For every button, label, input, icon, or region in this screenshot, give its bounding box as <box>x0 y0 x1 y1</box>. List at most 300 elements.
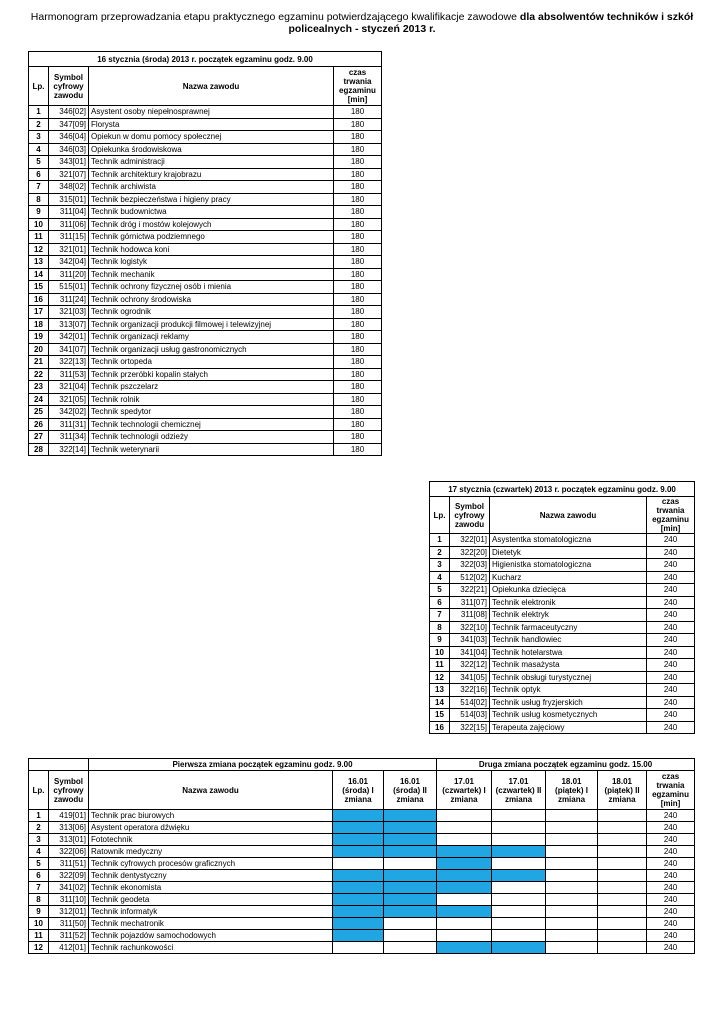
session-cell-2 <box>384 942 437 954</box>
col-session-6: 18.01 (piątek) II zmiana <box>598 771 647 810</box>
row-duration: 240 <box>647 559 695 572</box>
session-cell-6 <box>598 918 647 930</box>
row-lp: 10 <box>29 218 49 231</box>
row-lp: 18 <box>29 318 49 331</box>
table-row <box>29 810 695 822</box>
table-row <box>29 231 382 244</box>
row-lp: 2 <box>29 822 49 834</box>
row-lp: 12 <box>29 942 49 954</box>
table-row <box>29 858 695 870</box>
row-lp: 5 <box>430 584 450 597</box>
row-lp: 12 <box>29 243 49 256</box>
row-lp: 8 <box>29 193 49 206</box>
col-session-5: 18.01 (piątek) I zmiana <box>546 771 598 810</box>
session-cell-5 <box>546 834 598 846</box>
session-cell-5 <box>546 822 598 834</box>
table-row <box>29 906 695 918</box>
session-cell-3-scheduled <box>437 858 492 870</box>
session-cell-5 <box>546 846 598 858</box>
table-row <box>29 834 695 846</box>
session-cell-4 <box>492 906 546 918</box>
row-lp: 9 <box>29 206 49 219</box>
row-name: Technik pszczelarz <box>89 381 334 394</box>
table-body <box>29 106 382 456</box>
row-symbol: 311[15] <box>49 231 89 244</box>
shift2-title: Druga zmiana początek egzaminu godz. 15.00 <box>437 759 695 771</box>
row-symbol: 341[03] <box>450 634 490 647</box>
row-symbol: 322[13] <box>49 356 89 369</box>
session-cell-4 <box>492 834 546 846</box>
row-duration: 240 <box>647 646 695 659</box>
row-duration: 240 <box>647 634 695 647</box>
session-cell-5 <box>546 858 598 870</box>
row-lp: 10 <box>29 918 49 930</box>
table-row <box>29 143 382 156</box>
row-name: Technik spedytor <box>89 406 334 419</box>
row-name: Technik elektronik <box>490 596 647 609</box>
session-cell-5 <box>546 870 598 882</box>
session-cell-2-scheduled <box>384 870 437 882</box>
row-symbol: 311[51] <box>49 858 89 870</box>
row-name: Technik archiwista <box>89 181 334 194</box>
row-name: Technik ogrodnik <box>89 306 334 319</box>
row-name: Technik masażysta <box>490 659 647 672</box>
table-row <box>29 306 382 319</box>
row-symbol: 322[10] <box>450 621 490 634</box>
row-symbol: 322[20] <box>450 546 490 559</box>
row-lp: 20 <box>29 343 49 356</box>
row-lp: 16 <box>430 721 450 734</box>
row-symbol: 348[02] <box>49 181 89 194</box>
row-duration: 240 <box>647 870 695 882</box>
row-symbol: 322[12] <box>450 659 490 672</box>
session-cell-3-scheduled <box>437 906 492 918</box>
row-lp: 17 <box>29 306 49 319</box>
session-cell-6 <box>598 870 647 882</box>
session-cell-2 <box>384 930 437 942</box>
row-duration: 240 <box>647 834 695 846</box>
session-cell-1-scheduled <box>333 882 384 894</box>
session-cell-6 <box>598 834 647 846</box>
row-duration: 180 <box>334 418 382 431</box>
row-lp: 10 <box>430 646 450 659</box>
table-row <box>430 571 695 584</box>
row-duration: 240 <box>647 709 695 722</box>
row-symbol: 311[10] <box>49 894 89 906</box>
session-cell-4 <box>492 894 546 906</box>
row-lp: 19 <box>29 331 49 344</box>
table-row <box>430 646 695 659</box>
table-row <box>29 846 695 858</box>
table-body <box>430 534 695 734</box>
row-name: Technik prac biurowych <box>89 810 333 822</box>
row-name: Technik mechanik <box>89 268 334 281</box>
row-symbol: 311[04] <box>49 206 89 219</box>
row-symbol: 322[16] <box>450 684 490 697</box>
row-name: Technik górnictwa podziemnego <box>89 231 334 244</box>
table-row <box>29 443 382 456</box>
row-name: Technik przeróbki kopalin stałych <box>89 368 334 381</box>
row-symbol: 311[06] <box>49 218 89 231</box>
row-symbol: 322[21] <box>450 584 490 597</box>
col-duration: czas trwania egzaminu [min] <box>647 497 695 534</box>
column-header-row <box>29 67 382 106</box>
table-row <box>29 318 382 331</box>
row-name: Technik ochrony środowiska <box>89 293 334 306</box>
row-duration: 180 <box>334 381 382 394</box>
table-row <box>29 156 382 169</box>
session-cell-5 <box>546 918 598 930</box>
table-row <box>29 418 382 431</box>
row-lp: 16 <box>29 293 49 306</box>
row-name: Terapeuta zajęciowy <box>490 721 647 734</box>
row-duration: 240 <box>647 621 695 634</box>
session-cell-2-scheduled <box>384 894 437 906</box>
session-cell-5 <box>546 930 598 942</box>
session-cell-1-scheduled <box>333 822 384 834</box>
row-name: Technik farmaceutyczny <box>490 621 647 634</box>
row-duration: 180 <box>334 443 382 456</box>
row-lp: 1 <box>430 534 450 547</box>
row-duration: 240 <box>647 721 695 734</box>
row-symbol: 321[01] <box>49 243 89 256</box>
row-duration: 240 <box>647 671 695 684</box>
row-name: Technik rachunkowości <box>89 942 333 954</box>
section-title: 17 stycznia (czwartek) 2013 r. początek egzaminu godz. 9.00 <box>430 482 695 497</box>
row-symbol: 514[03] <box>450 709 490 722</box>
row-symbol: 322[15] <box>450 721 490 734</box>
session-cell-1-scheduled <box>333 918 384 930</box>
exam-table-16-january <box>28 51 382 456</box>
table-row <box>430 621 695 634</box>
row-name: Technik hotelarstwa <box>490 646 647 659</box>
col-name: Nazwa zawodu <box>490 497 647 534</box>
session-cell-2-scheduled <box>384 846 437 858</box>
row-duration: 240 <box>647 534 695 547</box>
session-cell-4-scheduled <box>492 870 546 882</box>
col-duration: czas trwania egzaminu [min] <box>647 771 695 810</box>
session-cell-6 <box>598 930 647 942</box>
row-symbol: 322[06] <box>49 846 89 858</box>
session-cell-4 <box>492 810 546 822</box>
row-lp: 3 <box>29 834 49 846</box>
row-lp: 6 <box>29 870 49 882</box>
row-lp: 6 <box>29 168 49 181</box>
table-section-header <box>430 482 695 497</box>
row-symbol: 311[50] <box>49 918 89 930</box>
row-lp: 24 <box>29 393 49 406</box>
row-lp: 22 <box>29 368 49 381</box>
col-session-1: 16.01 (środa) I zmiana <box>333 771 384 810</box>
row-lp: 25 <box>29 406 49 419</box>
row-symbol: 313[07] <box>49 318 89 331</box>
table-row <box>430 659 695 672</box>
row-symbol: 419[01] <box>49 810 89 822</box>
title-normal: Harmonogram przeprowadzania etapu praktycznego egzaminu potwierdzającego kwalifikacje zawodowe <box>30 11 520 23</box>
row-name: Florysta <box>89 118 334 131</box>
table-row <box>29 168 382 181</box>
table-row <box>430 534 695 547</box>
row-name: Opiekunka dziecięca <box>490 584 647 597</box>
table-row <box>430 721 695 734</box>
row-symbol: 341[05] <box>450 671 490 684</box>
row-lp: 7 <box>29 181 49 194</box>
row-name: Opiekunka środowiskowa <box>89 143 334 156</box>
row-lp: 12 <box>430 671 450 684</box>
col-session-2: 16.01 (środa) II zmiana <box>384 771 437 810</box>
row-symbol: 342[01] <box>49 331 89 344</box>
row-lp: 13 <box>29 256 49 269</box>
row-duration: 240 <box>647 546 695 559</box>
table-row <box>29 393 382 406</box>
session-cell-5 <box>546 882 598 894</box>
session-cell-1-scheduled <box>333 810 384 822</box>
row-lp: 1 <box>29 810 49 822</box>
row-symbol: 321[07] <box>49 168 89 181</box>
row-name: Technik informatyk <box>89 906 333 918</box>
row-lp: 5 <box>29 156 49 169</box>
session-cell-5 <box>546 894 598 906</box>
table-row <box>29 894 695 906</box>
row-duration: 180 <box>334 156 382 169</box>
row-symbol: 346[04] <box>49 131 89 144</box>
row-name: Technik ochrony fizycznej osób i mienia <box>89 281 334 294</box>
row-symbol: 313[01] <box>49 834 89 846</box>
col-name: Nazwa zawodu <box>89 67 334 106</box>
row-symbol: 312[01] <box>49 906 89 918</box>
row-duration: 180 <box>334 231 382 244</box>
row-lp: 14 <box>29 268 49 281</box>
row-duration: 180 <box>334 431 382 444</box>
col-lp: Lp. <box>29 771 49 810</box>
row-name: Kucharz <box>490 571 647 584</box>
row-name: Technik geodeta <box>89 894 333 906</box>
session-cell-3-scheduled <box>437 882 492 894</box>
row-symbol: 321[04] <box>49 381 89 394</box>
row-symbol: 321[03] <box>49 306 89 319</box>
session-cell-4 <box>492 882 546 894</box>
row-symbol: 412[01] <box>49 942 89 954</box>
row-symbol: 313[06] <box>49 822 89 834</box>
row-lp: 9 <box>29 906 49 918</box>
row-symbol: 343[01] <box>49 156 89 169</box>
table-row <box>29 243 382 256</box>
row-lp: 28 <box>29 443 49 456</box>
session-cell-6 <box>598 894 647 906</box>
session-cell-1 <box>333 858 384 870</box>
row-lp: 21 <box>29 356 49 369</box>
row-symbol: 322[01] <box>450 534 490 547</box>
row-symbol: 315[01] <box>49 193 89 206</box>
table-row <box>430 696 695 709</box>
col-lp: Lp. <box>430 497 450 534</box>
row-lp: 8 <box>430 621 450 634</box>
row-name: Higienistka stomatologiczna <box>490 559 647 572</box>
session-cell-6 <box>598 882 647 894</box>
session-cell-1-scheduled <box>333 930 384 942</box>
session-cell-3 <box>437 822 492 834</box>
row-lp: 11 <box>29 231 49 244</box>
row-duration: 180 <box>334 393 382 406</box>
exam-table-shifts <box>28 758 695 954</box>
session-cell-6 <box>598 906 647 918</box>
row-name: Asystent osoby niepełnosprawnej <box>89 106 334 119</box>
session-cell-3 <box>437 930 492 942</box>
row-lp: 15 <box>29 281 49 294</box>
session-cell-5 <box>546 810 598 822</box>
session-cell-6 <box>598 846 647 858</box>
row-lp: 4 <box>430 571 450 584</box>
row-name: Technik rolnik <box>89 393 334 406</box>
table-row <box>29 193 382 206</box>
table-row <box>430 709 695 722</box>
session-cell-3 <box>437 834 492 846</box>
session-cell-3-scheduled <box>437 846 492 858</box>
row-lp: 1 <box>29 106 49 119</box>
row-name: Fototechnik <box>89 834 333 846</box>
table-row <box>29 822 695 834</box>
session-cell-1-scheduled <box>333 906 384 918</box>
row-duration: 180 <box>334 168 382 181</box>
row-duration: 180 <box>334 106 382 119</box>
row-name: Technik obsługi turystycznej <box>490 671 647 684</box>
row-symbol: 322[09] <box>49 870 89 882</box>
session-cell-5 <box>546 942 598 954</box>
table-row <box>29 942 695 954</box>
session-cell-2-scheduled <box>384 882 437 894</box>
row-lp: 4 <box>29 846 49 858</box>
row-symbol: 311[08] <box>450 609 490 622</box>
shift1-title: Pierwsza zmiana początek egzaminu godz. 9.00 <box>89 759 437 771</box>
row-duration: 180 <box>334 143 382 156</box>
session-cell-5 <box>546 906 598 918</box>
row-duration: 180 <box>334 318 382 331</box>
row-name: Technik organizacji usług gastronomicznych <box>89 343 334 356</box>
session-cell-3 <box>437 918 492 930</box>
row-name: Technik administracji <box>89 156 334 169</box>
table-row <box>29 870 695 882</box>
row-symbol: 341[02] <box>49 882 89 894</box>
row-name: Dietetyk <box>490 546 647 559</box>
session-cell-6 <box>598 810 647 822</box>
row-duration: 180 <box>334 331 382 344</box>
session-cell-4 <box>492 918 546 930</box>
table-row <box>29 331 382 344</box>
row-duration: 240 <box>647 894 695 906</box>
row-duration: 240 <box>647 930 695 942</box>
row-symbol: 515[01] <box>49 281 89 294</box>
row-duration: 240 <box>647 906 695 918</box>
session-cell-6 <box>598 942 647 954</box>
col-duration: czas trwania egzaminu [min] <box>334 67 382 106</box>
row-duration: 180 <box>334 218 382 231</box>
session-cell-6 <box>598 822 647 834</box>
table-body <box>29 810 695 954</box>
table-row <box>29 930 695 942</box>
row-lp: 14 <box>430 696 450 709</box>
row-lp: 11 <box>430 659 450 672</box>
row-duration: 180 <box>334 343 382 356</box>
col-session-4: 17.01 (czwartek) II zmiana <box>492 771 546 810</box>
table-row <box>29 381 382 394</box>
row-duration: 180 <box>334 118 382 131</box>
table-row <box>29 106 382 119</box>
row-name: Technik usług kosmetycznych <box>490 709 647 722</box>
row-name: Technik organizacji produkcji filmowej i telewizyjnej <box>89 318 334 331</box>
empty-cell <box>29 759 89 771</box>
session-cell-3 <box>437 894 492 906</box>
row-lp: 2 <box>29 118 49 131</box>
row-lp: 6 <box>430 596 450 609</box>
row-lp: 13 <box>430 684 450 697</box>
session-cell-2-scheduled <box>384 834 437 846</box>
table-row <box>29 882 695 894</box>
table-row <box>29 181 382 194</box>
row-name: Technik budownictwa <box>89 206 334 219</box>
table-row <box>29 131 382 144</box>
row-symbol: 346[03] <box>49 143 89 156</box>
row-duration: 180 <box>334 281 382 294</box>
row-name: Technik dentystyczny <box>89 870 333 882</box>
row-duration: 180 <box>334 268 382 281</box>
row-name: Opiekun w domu pomocy społecznej <box>89 131 334 144</box>
row-name: Asystentka stomatologiczna <box>490 534 647 547</box>
row-name: Technik optyk <box>490 684 647 697</box>
exam-table-17-january <box>429 481 695 734</box>
row-lp: 7 <box>430 609 450 622</box>
session-cell-3 <box>437 810 492 822</box>
row-name: Technik ekonomista <box>89 882 333 894</box>
session-cell-2-scheduled <box>384 822 437 834</box>
row-duration: 180 <box>334 256 382 269</box>
row-name: Technik weterynarii <box>89 443 334 456</box>
row-duration: 240 <box>647 596 695 609</box>
session-cell-2 <box>384 918 437 930</box>
session-cell-1-scheduled <box>333 894 384 906</box>
row-lp: 2 <box>430 546 450 559</box>
section-title: 16 stycznia (środa) 2013 r. początek egzaminu godz. 9.00 <box>29 52 382 67</box>
table-row <box>29 368 382 381</box>
table-row <box>430 609 695 622</box>
row-name: Technik architektury krajobrazu <box>89 168 334 181</box>
row-symbol: 311[34] <box>49 431 89 444</box>
row-symbol: 342[04] <box>49 256 89 269</box>
row-symbol: 347[09] <box>49 118 89 131</box>
row-symbol: 311[24] <box>49 293 89 306</box>
table-row <box>29 343 382 356</box>
table-row <box>430 584 695 597</box>
row-name: Technik mechatronik <box>89 918 333 930</box>
session-cell-3-scheduled <box>437 942 492 954</box>
row-duration: 240 <box>647 810 695 822</box>
session-cell-6 <box>598 858 647 870</box>
row-duration: 180 <box>334 181 382 194</box>
table-row <box>29 256 382 269</box>
row-duration: 240 <box>647 918 695 930</box>
row-name: Technik cyfrowych procesów graficznych <box>89 858 333 870</box>
table-row <box>430 559 695 572</box>
row-name: Technik elektryk <box>490 609 647 622</box>
column-header-row <box>430 497 695 534</box>
row-lp: 8 <box>29 894 49 906</box>
table-row <box>29 206 382 219</box>
row-symbol: 341[04] <box>450 646 490 659</box>
session-cell-4 <box>492 930 546 942</box>
session-cell-1-scheduled <box>333 834 384 846</box>
table-section-header <box>29 759 695 771</box>
row-duration: 240 <box>647 609 695 622</box>
row-name: Technik handlowiec <box>490 634 647 647</box>
